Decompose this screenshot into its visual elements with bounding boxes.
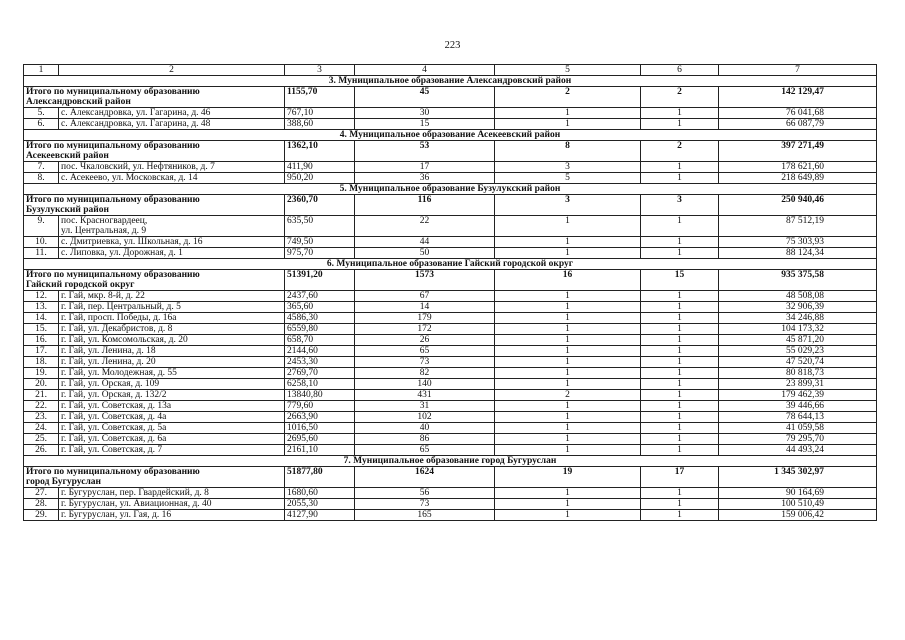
row-area: 365,60	[285, 302, 355, 313]
row-address-line1: с. Александровка, ул. Гагарина, д. 48	[61, 119, 211, 129]
row-amount: 80 818,73	[719, 368, 877, 379]
row-col6: 1	[641, 401, 719, 412]
row-number: 27.	[24, 488, 59, 499]
row-area: 1016,50	[285, 423, 355, 434]
row-address	[59, 237, 285, 248]
row-col5: 1	[495, 291, 641, 302]
column-header: 1	[24, 65, 59, 76]
section-title: 5. Муниципальное образование Бузулукский район	[24, 184, 877, 195]
row-number: 6.	[24, 119, 59, 130]
total-amount: 935 375,58	[719, 270, 877, 291]
total-area: 51391,20	[285, 270, 355, 291]
row-number: 18.	[24, 357, 59, 368]
row-amount: 100 510,49	[719, 499, 877, 510]
row-address-line1: г. Гай, ул. Советская, д. 6а	[61, 434, 167, 444]
row-address	[59, 423, 285, 434]
column-header-row	[24, 65, 877, 76]
row-amount: 32 906,39	[719, 302, 877, 313]
row-col6: 1	[641, 379, 719, 390]
row-number: 29.	[24, 510, 59, 521]
total-label	[24, 270, 285, 291]
row-area: 2663,90	[285, 412, 355, 423]
row-address	[59, 108, 285, 119]
row-amount: 44 493,24	[719, 445, 877, 456]
row-area: 6258,10	[285, 379, 355, 390]
row-amount: 79 295,70	[719, 434, 877, 445]
row-residents: 431	[355, 390, 495, 401]
row-col6: 1	[641, 119, 719, 130]
row-residents: 31	[355, 401, 495, 412]
row-address-line1: г. Гай, ул. Советская, д. 4а	[61, 412, 167, 422]
row-address-line1: г. Гай, мкр. 8-й, д. 22	[61, 291, 145, 301]
row-col5: 1	[495, 324, 641, 335]
row-residents: 56	[355, 488, 495, 499]
row-col5: 1	[495, 401, 641, 412]
row-area: 658,70	[285, 335, 355, 346]
row-col5: 5	[495, 173, 641, 184]
row-address	[59, 368, 285, 379]
row-number: 26.	[24, 445, 59, 456]
row-area: 2055,30	[285, 499, 355, 510]
total-residents: 45	[355, 87, 495, 108]
row-address-line1: г. Бугуруслан, ул. Авиационная, д. 40	[61, 499, 212, 509]
total-area: 1362,10	[285, 141, 355, 162]
row-residents: 40	[355, 423, 495, 434]
row-address-line1: с. Липовка, ул. Дорожная, д. 1	[61, 248, 183, 258]
row-address	[59, 216, 285, 237]
row-address-line1: г. Гай, пер. Центральный, д. 5	[61, 302, 181, 312]
row-residents: 165	[355, 510, 495, 521]
total-label	[24, 87, 285, 108]
row-address	[59, 390, 285, 401]
row-address-line1: г. Гай, просп. Победы, д. 16а	[61, 313, 177, 323]
row-number: 21.	[24, 390, 59, 401]
page-number: 223	[444, 40, 461, 51]
table-row	[24, 401, 877, 412]
total-area: 2360,70	[285, 195, 355, 216]
column-header: 7	[719, 65, 877, 76]
row-amount: 159 006,42	[719, 510, 877, 521]
row-amount: 39 446,66	[719, 401, 877, 412]
row-amount: 76 041,68	[719, 108, 877, 119]
row-number: 16.	[24, 335, 59, 346]
total-residents: 116	[355, 195, 495, 216]
table-row	[24, 248, 877, 259]
row-area: 975,70	[285, 248, 355, 259]
row-col6: 1	[641, 357, 719, 368]
row-address	[59, 445, 285, 456]
row-col6: 1	[641, 445, 719, 456]
row-area: 749,50	[285, 237, 355, 248]
row-address-line1: г. Бугуруслан, пер. Гвардейский, д. 8	[61, 488, 209, 498]
row-address	[59, 324, 285, 335]
total-label-line1: Итого по муниципальному образованию	[26, 195, 200, 205]
table-row	[24, 313, 877, 324]
row-address	[59, 434, 285, 445]
total-row	[24, 467, 877, 488]
row-col5: 1	[495, 412, 641, 423]
row-amount: 88 124,34	[719, 248, 877, 259]
total-col5: 16	[495, 270, 641, 291]
row-amount: 104 173,32	[719, 324, 877, 335]
row-address	[59, 119, 285, 130]
row-residents: 65	[355, 445, 495, 456]
row-residents: 30	[355, 108, 495, 119]
row-area: 1680,60	[285, 488, 355, 499]
row-col6: 1	[641, 499, 719, 510]
total-col5: 3	[495, 195, 641, 216]
row-number: 22.	[24, 401, 59, 412]
table-row	[24, 379, 877, 390]
row-residents: 22	[355, 216, 495, 237]
row-area: 411,90	[285, 162, 355, 173]
row-address-line1: г. Гай, ул. Орская, д. 109	[61, 379, 160, 389]
table-row	[24, 434, 877, 445]
row-col5: 1	[495, 346, 641, 357]
row-address	[59, 335, 285, 346]
row-area: 4127,90	[285, 510, 355, 521]
row-area: 950,20	[285, 173, 355, 184]
row-col5: 1	[495, 335, 641, 346]
row-col6: 1	[641, 510, 719, 521]
table-row	[24, 216, 877, 237]
row-address-line1: пос. Красногвардеец,	[61, 216, 148, 226]
table-row	[24, 324, 877, 335]
row-address	[59, 510, 285, 521]
row-address-line1: г. Гай, ул. Орская, д. 132/2	[61, 390, 167, 400]
total-label-line1: Итого по муниципальному образованию	[26, 141, 200, 151]
row-area: 779,60	[285, 401, 355, 412]
row-address	[59, 499, 285, 510]
row-col5: 3	[495, 162, 641, 173]
total-amount: 1 345 302,97	[719, 467, 877, 488]
total-col5: 19	[495, 467, 641, 488]
table-row	[24, 237, 877, 248]
total-row	[24, 270, 877, 291]
row-address-line1: г. Гай, ул. Советская, д. 5а	[61, 423, 167, 433]
row-col5: 1	[495, 302, 641, 313]
table-row	[24, 412, 877, 423]
row-col5: 1	[495, 357, 641, 368]
column-header: 4	[355, 65, 495, 76]
section-title: 6. Муниципальное образование Гайский городской округ	[24, 259, 877, 270]
row-col6: 1	[641, 324, 719, 335]
table-body	[24, 65, 877, 521]
total-amount: 250 940,46	[719, 195, 877, 216]
row-amount: 47 520,74	[719, 357, 877, 368]
section-title: 4. Муниципальное образование Асекеевский район	[24, 130, 877, 141]
total-residents: 1573	[355, 270, 495, 291]
row-col6: 1	[641, 162, 719, 173]
row-amount: 48 508,08	[719, 291, 877, 302]
row-area: 2161,10	[285, 445, 355, 456]
row-col6: 1	[641, 488, 719, 499]
total-col5: 2	[495, 87, 641, 108]
housing-table	[23, 64, 877, 521]
row-address-line1: г. Гай, ул. Декабристов, д. 8	[61, 324, 173, 334]
row-number: 11.	[24, 248, 59, 259]
row-address-line1: пос. Чкаловский, ул. Нефтяников, д. 7	[61, 162, 215, 172]
total-label-line1: Итого по муниципальному образованию	[26, 87, 200, 97]
row-col5: 1	[495, 423, 641, 434]
row-address-line1: г. Гай, ул. Молодежная, д. 55	[61, 368, 177, 378]
row-number: 15.	[24, 324, 59, 335]
row-residents: 172	[355, 324, 495, 335]
table-row	[24, 346, 877, 357]
row-col6: 1	[641, 248, 719, 259]
total-col6: 15	[641, 270, 719, 291]
table-row	[24, 335, 877, 346]
section-title-row	[24, 76, 877, 87]
row-area: 6559,80	[285, 324, 355, 335]
row-address	[59, 291, 285, 302]
row-address-line1: г. Гай, ул. Советская, д. 7	[61, 445, 163, 455]
row-col6: 1	[641, 390, 719, 401]
total-label	[24, 141, 285, 162]
table-row	[24, 390, 877, 401]
row-residents: 36	[355, 173, 495, 184]
row-address	[59, 313, 285, 324]
row-area: 13840,80	[285, 390, 355, 401]
row-amount: 45 871,20	[719, 335, 877, 346]
row-address-line1: г. Бугуруслан, ул. Гая, д. 16	[61, 510, 172, 520]
row-residents: 86	[355, 434, 495, 445]
total-area: 1155,70	[285, 87, 355, 108]
row-number: 13.	[24, 302, 59, 313]
row-area: 2695,60	[285, 434, 355, 445]
row-amount: 90 164,69	[719, 488, 877, 499]
row-address-line1: г. Гай, ул. Комсомольская, д. 20	[61, 335, 188, 345]
total-col6: 3	[641, 195, 719, 216]
row-col6: 1	[641, 173, 719, 184]
row-number: 10.	[24, 237, 59, 248]
row-col5: 1	[495, 248, 641, 259]
total-row	[24, 195, 877, 216]
table-row	[24, 291, 877, 302]
table-row	[24, 423, 877, 434]
row-col5: 2	[495, 390, 641, 401]
row-col6: 1	[641, 346, 719, 357]
total-col6: 17	[641, 467, 719, 488]
row-number: 12.	[24, 291, 59, 302]
total-amount: 142 129,47	[719, 87, 877, 108]
total-col5: 8	[495, 141, 641, 162]
row-residents: 26	[355, 335, 495, 346]
row-col6: 1	[641, 237, 719, 248]
total-residents: 53	[355, 141, 495, 162]
row-residents: 73	[355, 499, 495, 510]
row-residents: 50	[355, 248, 495, 259]
row-address	[59, 346, 285, 357]
row-amount: 75 303,93	[719, 237, 877, 248]
row-number: 9.	[24, 216, 59, 237]
column-header: 5	[495, 65, 641, 76]
table-row	[24, 510, 877, 521]
table-row	[24, 445, 877, 456]
total-label-line1: Итого по муниципальному образованию	[26, 467, 200, 477]
row-col5: 1	[495, 108, 641, 119]
row-area: 635,50	[285, 216, 355, 237]
row-residents: 67	[355, 291, 495, 302]
section-title: 3. Муниципальное образование Александровский район	[24, 76, 877, 87]
total-label	[24, 195, 285, 216]
row-residents: 44	[355, 237, 495, 248]
row-col6: 1	[641, 313, 719, 324]
row-address-line1: с. Александровка, ул. Гагарина, д. 46	[61, 108, 211, 118]
row-col5: 1	[495, 510, 641, 521]
row-amount: 218 649,89	[719, 173, 877, 184]
row-col5: 1	[495, 445, 641, 456]
row-col6: 1	[641, 368, 719, 379]
row-address-line1: с. Асекеево, ул. Московская, д. 14	[61, 173, 198, 183]
table-row	[24, 108, 877, 119]
total-col6: 2	[641, 87, 719, 108]
row-residents: 17	[355, 162, 495, 173]
row-amount: 179 462,39	[719, 390, 877, 401]
row-amount: 178 621,60	[719, 162, 877, 173]
row-address	[59, 412, 285, 423]
section-title-row	[24, 259, 877, 270]
row-number: 25.	[24, 434, 59, 445]
section-title-row	[24, 456, 877, 467]
row-address	[59, 357, 285, 368]
row-residents: 82	[355, 368, 495, 379]
row-col6: 1	[641, 302, 719, 313]
row-area: 388,60	[285, 119, 355, 130]
row-address	[59, 173, 285, 184]
row-col6: 1	[641, 412, 719, 423]
row-col5: 1	[495, 368, 641, 379]
table-row	[24, 488, 877, 499]
table-row	[24, 302, 877, 313]
row-address	[59, 488, 285, 499]
table-row	[24, 368, 877, 379]
total-label-line2: Асекеевский район	[26, 151, 109, 161]
total-label-line2: город Бугуруслан	[26, 477, 102, 487]
total-amount: 397 271,49	[719, 141, 877, 162]
total-row	[24, 87, 877, 108]
row-number: 23.	[24, 412, 59, 423]
row-number: 17.	[24, 346, 59, 357]
table-row	[24, 119, 877, 130]
column-header: 6	[641, 65, 719, 76]
row-number: 5.	[24, 108, 59, 119]
table-row	[24, 499, 877, 510]
total-label-line2: Бузулукский район	[26, 205, 109, 215]
row-address	[59, 379, 285, 390]
row-amount: 78 644,13	[719, 412, 877, 423]
row-col5: 1	[495, 499, 641, 510]
row-residents: 179	[355, 313, 495, 324]
row-residents: 15	[355, 119, 495, 130]
row-residents: 14	[355, 302, 495, 313]
row-residents: 140	[355, 379, 495, 390]
row-col6: 1	[641, 291, 719, 302]
table-row	[24, 357, 877, 368]
row-col6: 1	[641, 423, 719, 434]
row-amount: 87 512,19	[719, 216, 877, 237]
row-address-line1: г. Гай, ул. Ленина, д. 18	[61, 346, 156, 356]
row-col6: 1	[641, 216, 719, 237]
row-address	[59, 302, 285, 313]
row-number: 8.	[24, 173, 59, 184]
row-area: 2144,60	[285, 346, 355, 357]
row-area: 2769,70	[285, 368, 355, 379]
row-number: 14.	[24, 313, 59, 324]
row-amount: 66 087,79	[719, 119, 877, 130]
section-title-row	[24, 130, 877, 141]
row-col5: 1	[495, 119, 641, 130]
row-address-line1: г. Гай, ул. Ленина, д. 20	[61, 357, 156, 367]
row-address	[59, 401, 285, 412]
row-residents: 65	[355, 346, 495, 357]
row-area: 767,10	[285, 108, 355, 119]
section-title-row	[24, 184, 877, 195]
row-residents: 73	[355, 357, 495, 368]
row-amount: 23 899,31	[719, 379, 877, 390]
row-number: 20.	[24, 379, 59, 390]
row-col5: 1	[495, 216, 641, 237]
row-address	[59, 162, 285, 173]
row-col6: 1	[641, 108, 719, 119]
total-label-line1: Итого по муниципальному образованию	[26, 270, 200, 280]
row-address-line2: ул. Центральная, д. 9	[61, 226, 147, 236]
row-amount: 34 246,88	[719, 313, 877, 324]
total-label-line2: Гайский городской округ	[26, 280, 135, 290]
row-col6: 1	[641, 335, 719, 346]
row-number: 7.	[24, 162, 59, 173]
row-area: 2453,30	[285, 357, 355, 368]
row-residents: 102	[355, 412, 495, 423]
total-label-line2: Александровский район	[26, 97, 131, 107]
table-row	[24, 173, 877, 184]
row-area: 2437,60	[285, 291, 355, 302]
row-number: 28.	[24, 499, 59, 510]
row-number: 19.	[24, 368, 59, 379]
row-number: 24.	[24, 423, 59, 434]
row-area: 4586,30	[285, 313, 355, 324]
row-amount: 41 059,58	[719, 423, 877, 434]
row-col5: 1	[495, 237, 641, 248]
row-col5: 1	[495, 488, 641, 499]
total-row	[24, 141, 877, 162]
section-title: 7. Муниципальное образование город Бугуруслан	[24, 456, 877, 467]
row-address-line1: г. Гай, ул. Советская, д. 13а	[61, 401, 172, 411]
total-col6: 2	[641, 141, 719, 162]
column-header: 3	[285, 65, 355, 76]
row-address	[59, 248, 285, 259]
row-address-line1: с. Дмитриевка, ул. Школьная, д. 16	[61, 237, 203, 247]
total-label	[24, 467, 285, 488]
row-col5: 1	[495, 434, 641, 445]
total-residents: 1624	[355, 467, 495, 488]
row-col6: 1	[641, 434, 719, 445]
total-area: 51877,80	[285, 467, 355, 488]
row-col5: 1	[495, 313, 641, 324]
table-row	[24, 162, 877, 173]
row-amount: 55 029,23	[719, 346, 877, 357]
row-col5: 1	[495, 379, 641, 390]
column-header: 2	[59, 65, 285, 76]
